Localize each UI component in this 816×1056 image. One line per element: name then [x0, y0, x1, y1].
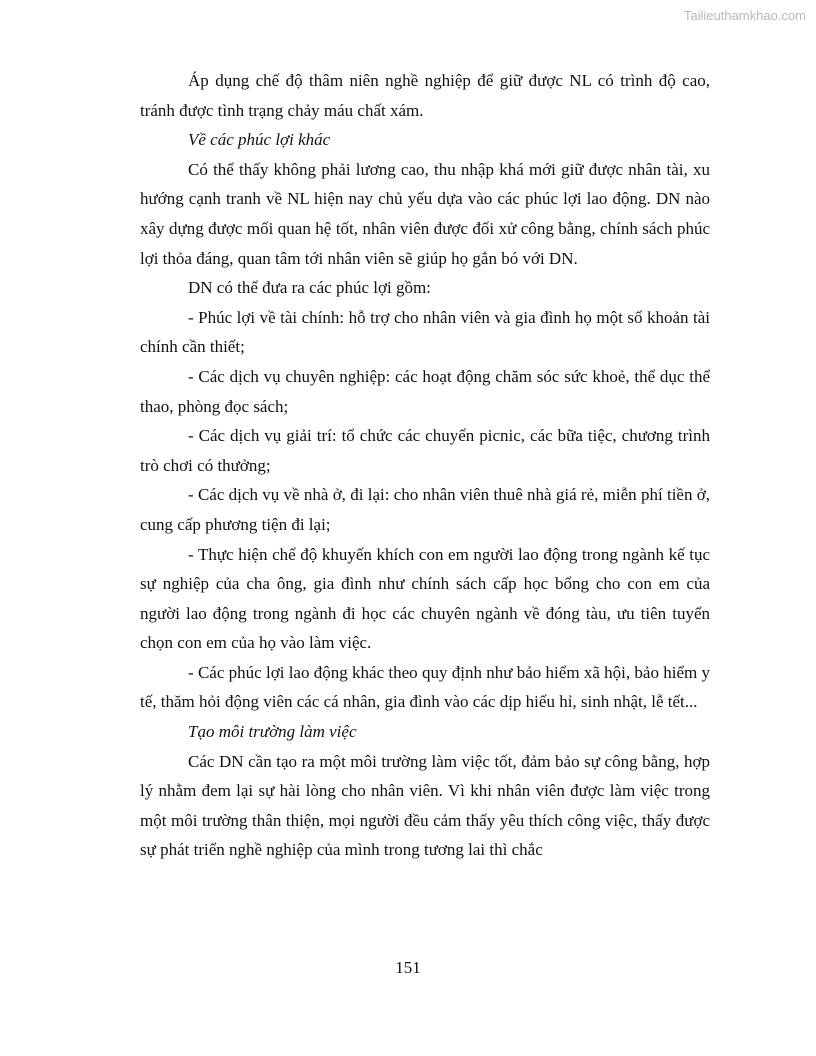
paragraph: Có thể thấy không phải lương cao, thu nhập khá mới giữ được nhân tài, xu hướng cạnh tranh về NL hiện nay chủ yếu dựa vào các phúc lợi lao động. DN nào xây dựng được mối quan hệ tốt, nhân viên được đối xử công bằng, chính sách phúc lợi thỏa đáng, quan tâm tới nhân viên sẽ giúp họ gắn bó với DN.: [140, 159, 710, 268]
list-item: - Các phúc lợi lao động khác theo quy định như bảo hiểm xã hội, bảo hiểm y tế, thăm hỏi động viên các cá nhân, gia đình vào các dịp hiếu hỉ, sinh nhật, lễ tết...: [140, 662, 710, 712]
list-item: - Thực hiện chế độ khuyến khích con em người lao động trong ngành kế tục sự nghiệp của cha ông, gia đình như chính sách cấp học bổng cho con em của người lao động trong ngành đi học các chuyên ngành về đóng tàu, ưu tiên tuyển chọn con em của họ vào làm việc.: [140, 544, 710, 653]
list-item: - Các dịch vụ chuyên nghiệp: các hoạt động chăm sóc sức khoẻ, thể dục thể thao, phòng đọc sách;: [140, 366, 710, 416]
page-number: 151: [395, 958, 421, 977]
paragraph: Các DN cần tạo ra một môi trường làm việc tốt, đảm bảo sự công bằng, hợp lý nhằm đem lại sự hài lòng cho nhân viên. Vì khi nhân viên được làm việc trong một môi trường thân thiện, mọi người đều cảm thấy yêu thích công việc, thấy được sự phát triển nghề nghiệp của mình trong tương lai thì chắc: [140, 751, 710, 860]
section-heading: Tạo môi trường làm việc: [188, 722, 357, 742]
document-body: [140, 66, 710, 865]
paragraph: Áp dụng chế độ thâm niên nghề nghiệp để giữ được NL có trình độ cao, tránh được tình trạng chảy máu chất xám.: [140, 71, 710, 120]
list-item: - Các dịch vụ về nhà ở, đi lại: cho nhân viên thuê nhà giá rẻ, miễn phí tiền ở, cung cấp phương tiện đi lại;: [140, 485, 710, 534]
list-item: - Phúc lợi về tài chính: hỗ trợ cho nhân viên và gia đình họ một số khoản tài chính cần thiết;: [140, 307, 710, 357]
watermark: Tailieuthamkhao.com: [683, 8, 806, 23]
section-heading: Về các phúc lợi khác: [188, 130, 331, 150]
paragraph: DN có thể đưa ra các phúc lợi gồm:: [188, 278, 431, 298]
list-item: - Các dịch vụ giải trí: tổ chức các chuyến picnic, các bữa tiệc, chương trình trò chơi có thưởng;: [140, 426, 710, 475]
